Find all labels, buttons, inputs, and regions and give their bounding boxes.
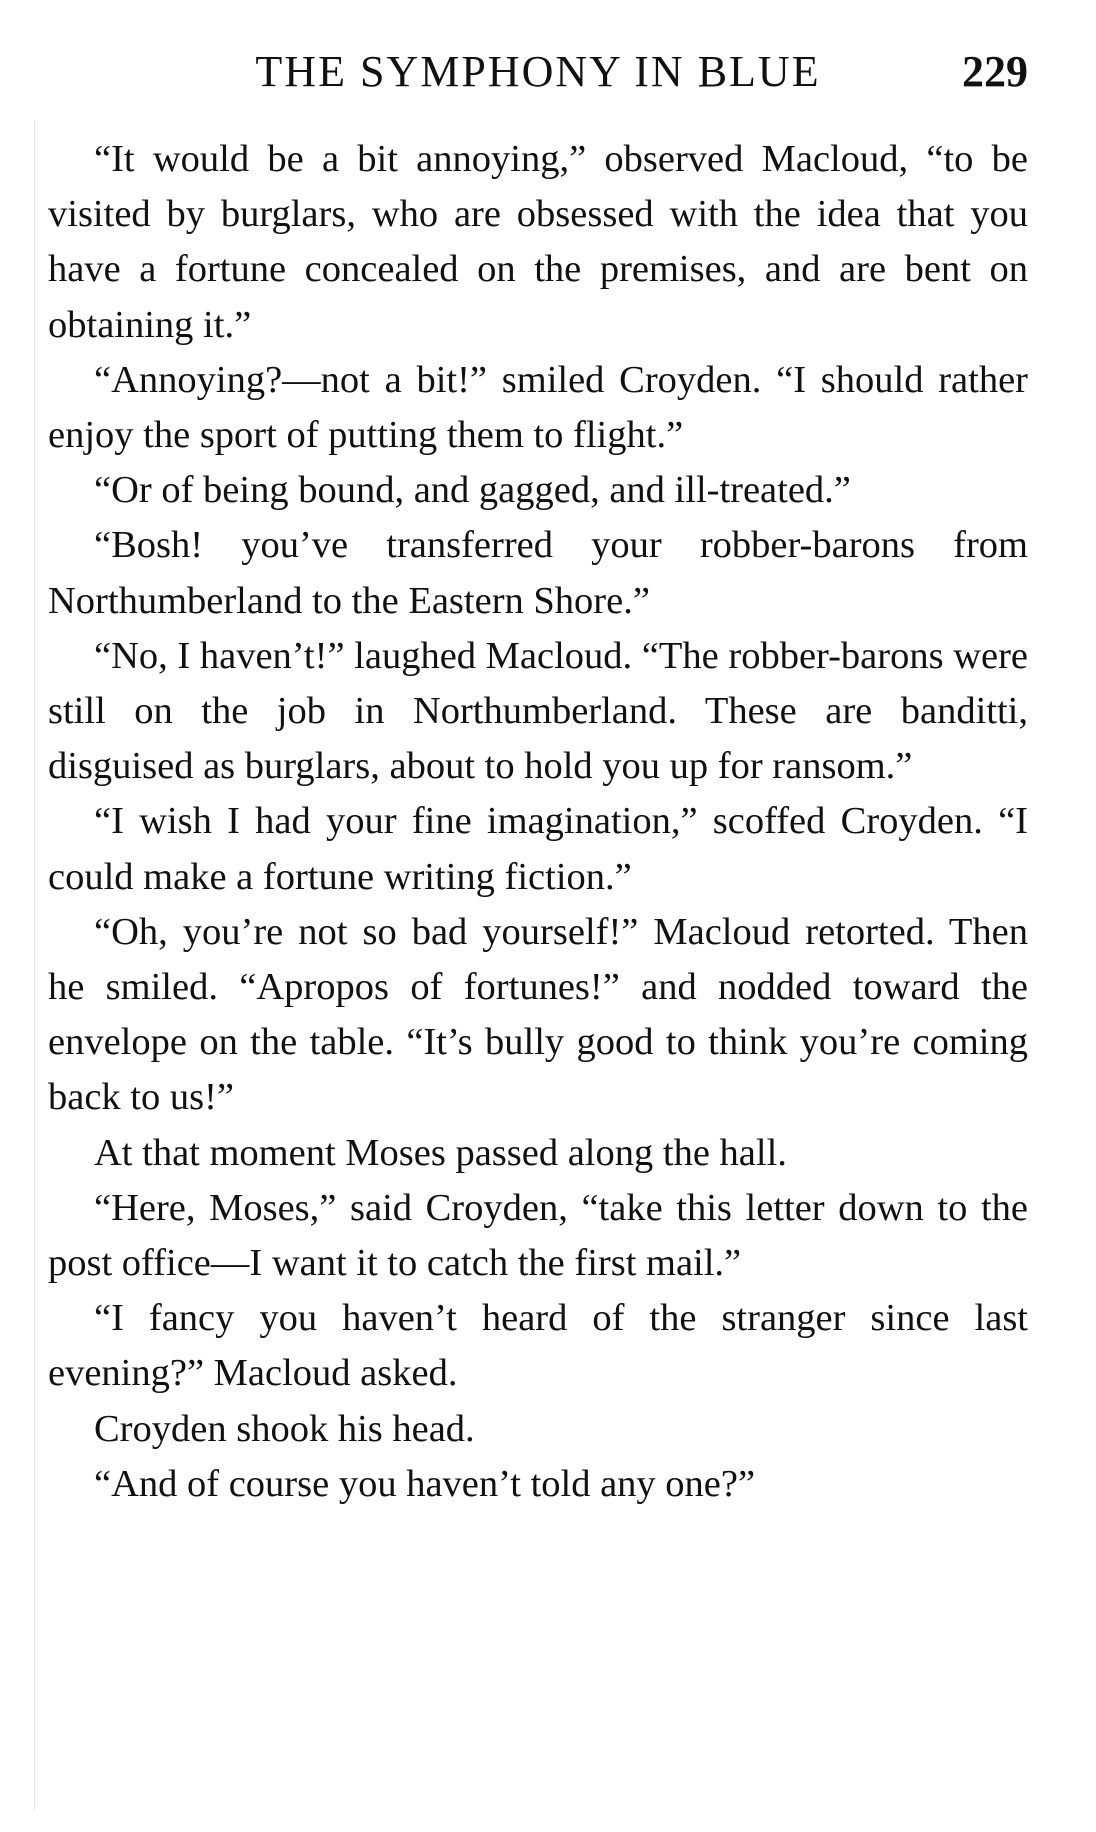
page-number: 229 bbox=[962, 47, 1028, 96]
body-text bbox=[48, 132, 1028, 1512]
paragraph: Croyden shook his head. bbox=[94, 1407, 475, 1450]
paragraph: “No, I haven’t!” laughed Macloud. “The robber-barons were still on the job in Northumberland. These are banditti, disguised as burglars, about to hold you up for ransom.” bbox=[48, 634, 1028, 788]
paragraph: “It would be a bit annoying,” observed Macloud, “to be visited by burglars, who are obsessed with the idea that you have a fortune concealed on the premises, and are bent on obtaining it.” bbox=[48, 138, 1028, 346]
paragraph: “I wish I had your fine imagination,” scoffed Croyden. “I could make a fortune writing fiction.” bbox=[48, 800, 1028, 898]
paragraph: “Annoying?—not a bit!” smiled Croyden. “I should rather enjoy the sport of putting them to flight.” bbox=[48, 358, 1028, 457]
paragraph: “Here, Moses,” said Croyden, “take this letter down to the post office—I want it to catch the first mail.” bbox=[48, 1186, 1028, 1285]
paragraph: “And of course you haven’t told any one?” bbox=[94, 1462, 756, 1505]
paragraph: “Oh, you’re not so bad yourself!” Macloud retorted. Then he smiled. “Apropos of fortunes!” and nodded toward the envelope on the table. “It’s bully good to think you’re coming back to us!” bbox=[48, 910, 1028, 1119]
paragraph: “Or of being bound, and gagged, and ill-treated.” bbox=[94, 469, 851, 512]
paragraph: “I fancy you haven’t heard of the stranger since last evening?” Macloud asked. bbox=[48, 1297, 1028, 1395]
paragraph: “Bosh! you’ve transferred your robber-barons from Northumberland to the Eastern Shore.” bbox=[48, 524, 1028, 622]
paragraph: At that moment Moses passed along the hall. bbox=[94, 1131, 787, 1174]
running-title: THE SYMPHONY IN BLUE bbox=[255, 47, 821, 96]
gutter-line bbox=[34, 120, 35, 1810]
running-head bbox=[48, 44, 1028, 100]
